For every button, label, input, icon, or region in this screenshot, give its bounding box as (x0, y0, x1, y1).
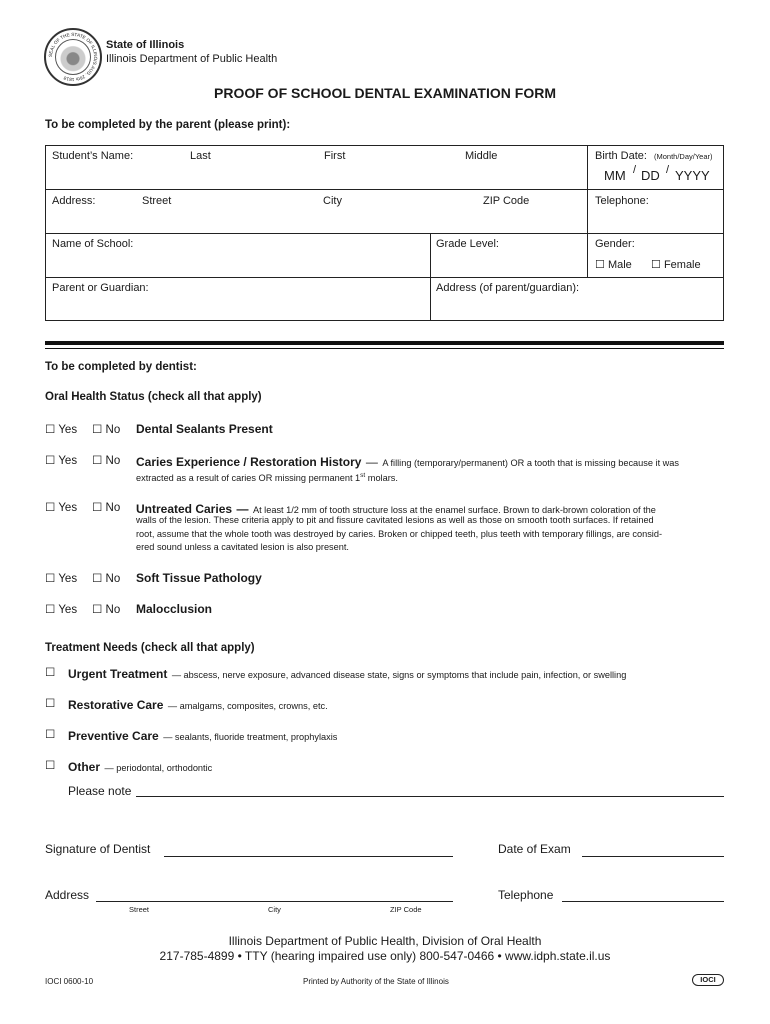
svg-text:SEAL OF THE STATE OF ILLINOIS: SEAL OF THE STATE OF ILLINOIS AUG. 26th 1818 (47, 31, 99, 83)
signature-line[interactable] (164, 856, 453, 857)
department-name: Illinois Department of Public Health (106, 53, 278, 65)
soft-tissue-title: Soft Tissue Pathology (136, 571, 262, 585)
item-no-checkbox[interactable]: ☐ No (92, 455, 121, 467)
form-id: IOCI 0600-10 (45, 977, 94, 986)
date-slash-2: / (666, 164, 670, 176)
item-no-checkbox[interactable]: ☐ No (92, 502, 121, 514)
untreated-caries-row: Untreated Caries — At least 1/2 mm of tooth structure loss at the enamel surface. Brown to dark-brown coloration of the (136, 502, 656, 516)
male-checkbox[interactable]: ☐ Male (595, 259, 632, 271)
guardian-label: Parent or Guardian: (52, 282, 149, 294)
birth-year-field[interactable]: YYYY (675, 168, 710, 183)
state-seal-icon (44, 28, 102, 86)
restorative-row: Restorative Care — amalgams, composites, crowns, etc. (68, 698, 328, 712)
seal-ring-text (46, 30, 100, 84)
untreated-caries-desc: walls of the lesion. These criteria apply to pit and fissure cavitated lesions as well as those on smooth tooth surfaces. If retained root, assume that the whole tooth was destroyed by caries. Broken or chipped teeth, plus teeth with temporary fillings, are consid- ered sound unless a cavitated lesion is also present. (136, 515, 663, 552)
item-yes-checkbox[interactable]: ☐ Yes (45, 573, 78, 585)
item-yes-checkbox[interactable]: ☐ Yes (45, 502, 78, 514)
treatment-heading: Treatment Needs (check all that apply) (45, 642, 255, 654)
address-street-label: Street (129, 905, 150, 914)
sealants-title: Dental Sealants Present (136, 422, 273, 436)
address-city-label: City (268, 905, 281, 914)
please-note-label: Please note (68, 784, 132, 798)
gender-label: Gender: (595, 238, 635, 250)
dentist-section-heading: To be completed by dentist: (45, 361, 197, 373)
printed-authority: Printed by Authority of the State of Illinois (303, 977, 449, 986)
please-note-line[interactable] (136, 796, 724, 797)
item-no-checkbox[interactable]: ☐ No (92, 604, 121, 616)
item-yes-checkbox[interactable]: ☐ Yes (45, 424, 78, 436)
caries-experience-row: Caries Experience / Restoration History — A filling (temporary/permanent) OR a tooth that is missing because it was (136, 455, 680, 469)
section-divider-thick (45, 341, 724, 345)
item-yes-checkbox[interactable]: ☐ Yes (45, 604, 78, 616)
student-name-label: Student’s Name: (52, 150, 134, 162)
address-zip-label: ZIP Code (390, 905, 422, 914)
dentist-address-label: Address (45, 888, 90, 902)
footer-contact: 217-785-4899 • TTY (hearing impaired use only) 800-547-0466 • www.idph.state.il.us (159, 949, 611, 963)
zip-label: ZIP Code (483, 195, 530, 207)
dentist-telephone-line[interactable] (562, 901, 724, 902)
street-label: Street (142, 195, 172, 207)
preventive-row: Preventive Care — sealants, fluoride treatment, prophylaxis (68, 729, 338, 743)
urgent-checkbox[interactable]: ☐ (45, 667, 56, 679)
last-name-label: Last (190, 150, 211, 162)
item-no-checkbox[interactable]: ☐ No (92, 424, 121, 436)
first-name-label: First (324, 150, 346, 162)
dentist-telephone-label: Telephone (498, 888, 554, 902)
guardian-address-label: Address (of parent/guardian): (436, 282, 580, 294)
malocclusion-title: Malocclusion (136, 602, 213, 616)
item-yes-checkbox[interactable]: ☐ Yes (45, 455, 78, 467)
other-checkbox[interactable]: ☐ (45, 760, 56, 772)
grade-label: Grade Level: (436, 238, 499, 250)
date-exam-line[interactable] (582, 856, 724, 857)
oral-health-heading: Oral Health Status (check all that apply) (45, 391, 262, 403)
ioci-logo-icon: IOCI (692, 974, 724, 986)
parent-info-grid (45, 145, 724, 321)
middle-name-label: Middle (465, 150, 498, 162)
birth-month-field[interactable]: MM (604, 168, 626, 183)
checkbox-icon: ☐ (595, 259, 605, 271)
footer-department: Illinois Department of Public Health, Division of Oral Health (228, 934, 542, 948)
date-slash-1: / (633, 164, 637, 176)
female-checkbox[interactable]: ☐ Female (651, 259, 701, 271)
caries-experience-title: Caries Experience / Restoration History (136, 455, 362, 469)
state-name: State of Illinois (106, 39, 185, 51)
preventive-checkbox[interactable]: ☐ (45, 729, 56, 741)
city-label: City (323, 195, 342, 207)
restorative-checkbox[interactable]: ☐ (45, 698, 56, 710)
caries-experience-desc: extracted as a result of caries OR missing permanent 1st molars. (136, 472, 398, 484)
section-divider-thin (45, 348, 724, 349)
birth-day-field[interactable]: DD (641, 168, 660, 183)
urgent-row: Urgent Treatment — abscess, nerve exposure, advanced disease state, signs or symptoms that include pain, infection, or swelling (68, 667, 627, 681)
signature-label: Signature of Dentist (45, 842, 151, 856)
telephone-label: Telephone: (595, 195, 649, 207)
parent-section-heading: To be completed by the parent (please print): (45, 119, 291, 131)
dentist-address-line[interactable] (96, 901, 453, 902)
date-exam-label: Date of Exam (498, 842, 571, 856)
checkbox-icon: ☐ (651, 259, 661, 271)
birth-date-format: (Month/Day/Year) (654, 152, 713, 161)
birth-date-label: Birth Date: (595, 150, 647, 162)
item-no-checkbox[interactable]: ☐ No (92, 573, 121, 585)
untreated-caries-title: Untreated Caries (136, 502, 233, 516)
form-title: PROOF OF SCHOOL DENTAL EXAMINATION FORM (214, 85, 556, 101)
school-label: Name of School: (52, 238, 134, 250)
address-label: Address: (52, 195, 96, 207)
other-row: Other — periodontal, orthodontic (68, 760, 213, 774)
